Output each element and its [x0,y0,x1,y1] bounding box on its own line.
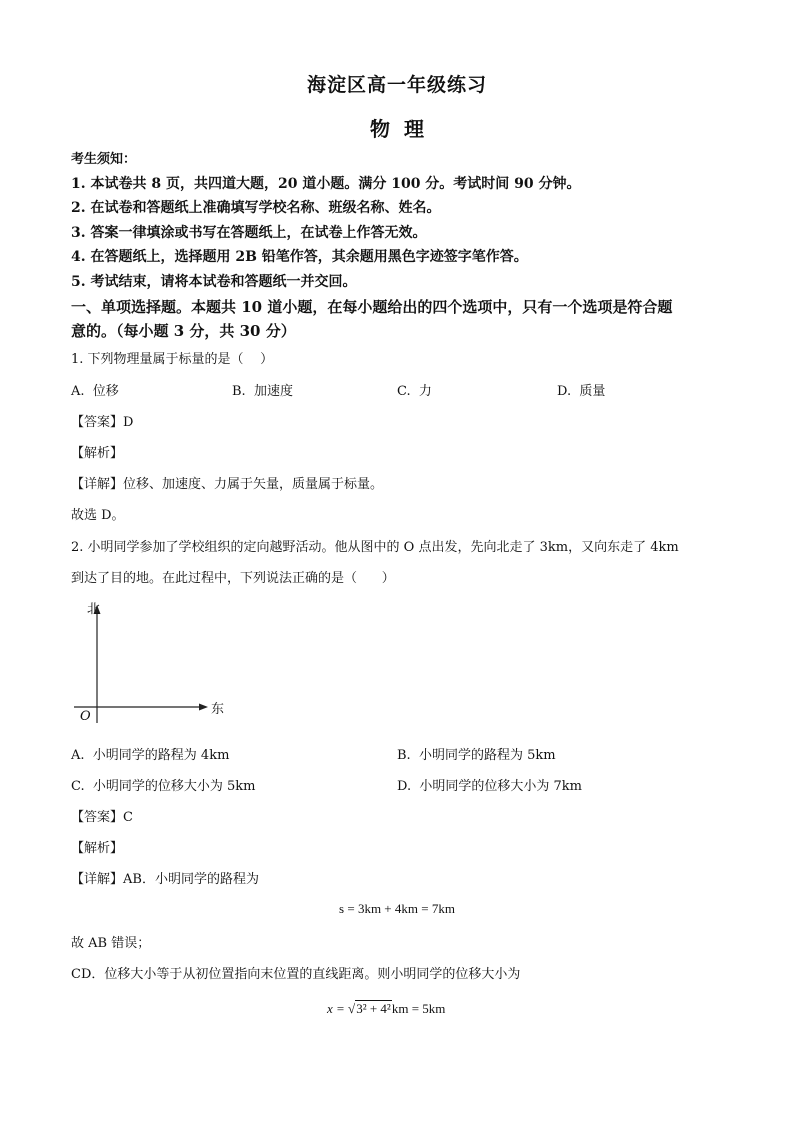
q1-conclusion: 故选 D。 [71,508,125,523]
formula-radicand: 3² + 4² [356,1001,391,1016]
radical-sign: √ [348,1001,356,1016]
q2-detail-ab: 【详解】AB．小明同学的路程为 [71,872,259,887]
notice-heading: 考生须知： [71,152,137,167]
notice-item-1: 1. 本试卷共 8 页，共四道大题，20 道小题。满分 100 分。考试时间 90 分钟。 [71,176,581,192]
formula-rest: km = 5km [391,1001,446,1016]
origin-label: O [80,709,91,724]
q1-stem: 1. 下列物理量属于标量的是（ ） [71,352,274,367]
q2-analysis: 【解析】 [71,841,124,856]
q1-option-d: D. 质量 [557,384,606,399]
page-title: 海淀区高一年级练习 [306,74,487,96]
q2-option-c: C. 小明同学的位移大小为 5km [71,779,256,794]
east-label: 东 [211,702,225,717]
q1-option-a: A. 位移 [71,384,119,399]
notice-item-3: 3. 答案一律填涂或书写在答题纸上，在试卷上作答无效。 [71,225,427,241]
q2-answer: 【答案】C [71,810,133,825]
subject-title: 物 理 [370,117,424,141]
q1-option-c: C. 力 [397,384,432,399]
formula-lhs: x = [327,1001,345,1016]
notice-item-2: 2. 在试卷和答题纸上准确填写学校名称、班级名称、姓名。 [71,200,441,216]
path-length-formula: s = 3km + 4km = 7km [339,901,455,916]
notice-item-4: 4. 在答题纸上，选择题用 2B 铅笔作答，其余题用黑色字迹签字笔作答。 [71,249,528,265]
section-heading-line1: 一、单项选择题。本题共 10 道小题，在每小题给出的四个选项中，只有一个选项是符合题 [71,298,673,316]
q2-option-b: B. 小明同学的路程为 5km [397,748,556,763]
q2-stem-line2: 到达了目的地。在此过程中，下列说法正确的是（ ） [71,571,395,586]
q2-option-d: D. 小明同学的位移大小为 7km [397,779,582,794]
q1-answer: 【答案】D [71,415,134,430]
q2-option-a: A. 小明同学的路程为 4km [71,748,230,763]
north-label: 北 [87,602,101,617]
q2-stem-line1: 2. 小明同学参加了学校组织的定向越野活动。他从图中的 O 点出发，先向北走了 3km，又向东走了 4km [71,540,679,555]
q1-analysis: 【解析】 [71,446,124,461]
q1-detail: 【详解】位移、加速度、力属于矢量，质量属于标量。 [71,477,384,492]
displacement-formula [327,1001,445,1017]
east-arrowhead [199,704,208,711]
q1-option-b: B. 加速度 [232,384,293,399]
notice-item-5: 5. 考试结束，请将本试卷和答题纸一并交回。 [71,274,357,290]
q2-detail-cd: CD．位移大小等于从初位置指向末位置的直线距离。则小明同学的位移大小为 [71,967,521,982]
section-heading-line2: 意的。（每小题 3 分，共 30 分） [71,322,296,340]
q2-ab-conclusion: 故 AB 错误； [71,936,151,951]
